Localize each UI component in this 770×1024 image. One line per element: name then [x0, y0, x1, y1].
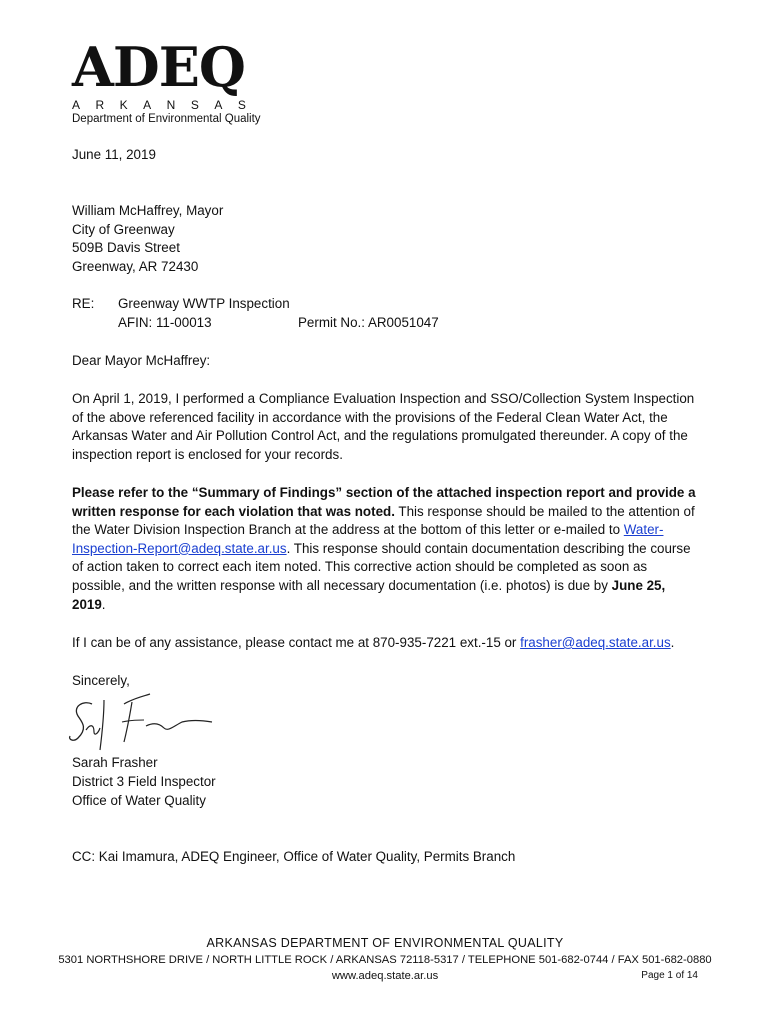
paragraph-1: On April 1, 2019, I performed a Compliance Evaluation Inspection and SSO/Collection System Inspection of the above referenced facility in accordance with the provisions of the Federal Clean Water Act, the Arkansas Water and Air Pollution Control Act, and the regulations promulgated thereunder. A copy of the inspection report is enclosed for your records. [72, 391, 695, 462]
paragraph-3-end: . [670, 635, 675, 650]
paragraph-3-text: If I can be of any assistance, please contact me at 870-935-7221 ext.-15 or [72, 635, 521, 650]
page-number: Page 1 of 14 [641, 970, 698, 981]
logo-mark: ADEQ [72, 35, 245, 99]
recipient-line-1: William McHaffrey, Mayor [72, 203, 224, 218]
footer-department-title: ARKANSAS DEPARTMENT OF ENVIRONMENTAL QUALITY [206, 936, 564, 950]
logo-state: ARKANSAS [72, 98, 262, 112]
logo-department: Department of Environmental Quality [72, 113, 261, 125]
footer-website: www.adeq.state.ar.us [331, 970, 439, 982]
paragraph-3 [72, 634, 702, 653]
re-subject: Greenway WWTP Inspection [118, 296, 290, 311]
due-date: June 25, 2019 [72, 577, 666, 612]
adeq-logo [72, 35, 282, 126]
paragraph-2 [72, 484, 702, 614]
closing: Sincerely, [72, 673, 130, 688]
recipient-line-4: Greenway, AR 72430 [72, 259, 199, 274]
paragraph-2-mid: This response should be mailed to the attention of the Water Division Inspection Branch at the address at the bottom of this letter or e-mailed to [72, 503, 695, 538]
handwritten-signature [64, 690, 214, 760]
recipient-line-3: 509B Davis Street [72, 240, 180, 255]
paragraph-2-rest: . This response should contain documentation describing the course of action taken to correct each item noted. This corrective action should be completed as soon as possible, and the written response with all necessary documentation (i.e. photos) is due by [72, 540, 691, 593]
letter-date: June 11, 2019 [72, 147, 156, 162]
salutation: Dear Mayor McHaffrey: [72, 353, 211, 368]
recipient-line-2: City of Greenway [72, 222, 175, 237]
signer-title: District 3 Field Inspector [72, 774, 216, 789]
inspection-report-email-link[interactable]: Water-Inspection-Report@adeq.state.ar.us [72, 522, 664, 556]
paragraph-2-end: . [101, 596, 106, 612]
paragraph-2-bold: Please refer to the “Summary of Findings” section of the attached inspection report and provide a written response for each violation that was noted. [72, 485, 696, 519]
inspector-email-link[interactable]: frasher@adeq.state.ar.us [520, 635, 671, 650]
signer-name: Sarah Frasher [72, 755, 158, 770]
re-afin: AFIN: 11-00013 [118, 315, 212, 330]
re-label: RE: [72, 296, 95, 311]
cc-line: CC: Kai Imamura, ADEQ Engineer, Office of Water Quality, Permits Branch [72, 849, 516, 864]
re-permit: Permit No.: AR0051047 [298, 315, 439, 330]
signer-office: Office of Water Quality [72, 793, 206, 808]
footer-address: 5301 NORTHSHORE DRIVE / NORTH LITTLE ROCK / ARKANSAS 72118-5317 / TELEPHONE 501-682-0744 / FAX 501-682-0880 [58, 954, 712, 966]
